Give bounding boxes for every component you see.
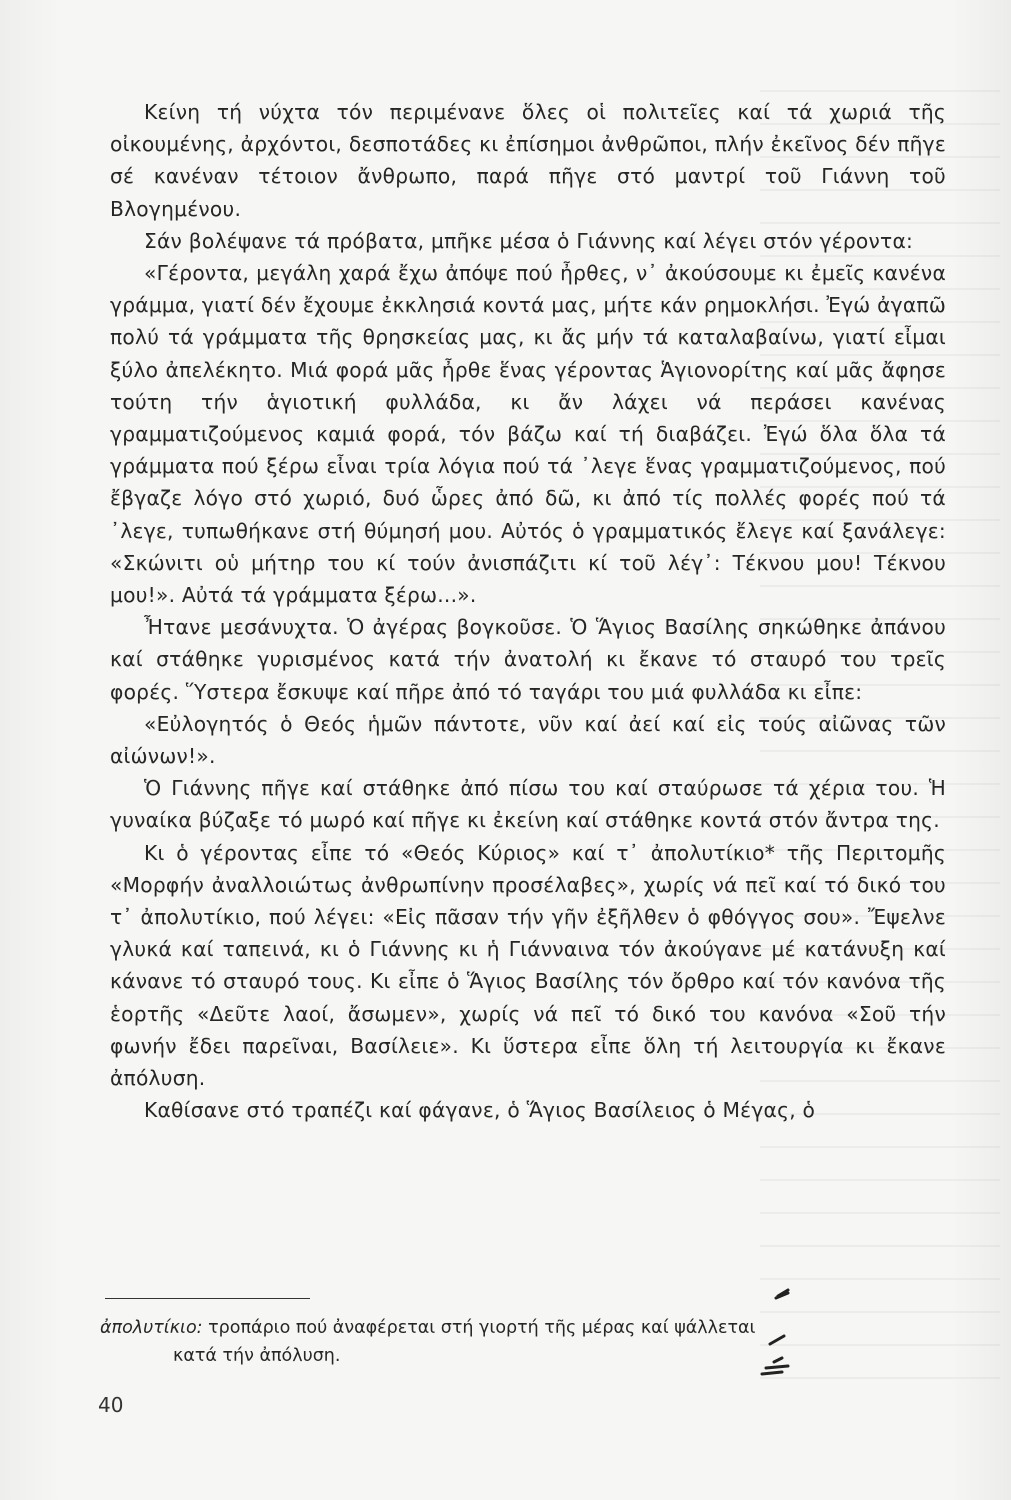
- footnote-continuation: κατά τήν ἀπόλυση.: [173, 1346, 341, 1366]
- main-text: [110, 96, 946, 1127]
- paragraph-6: Ὁ Γιάννης πῆγε καί στάθηκε ἀπό πίσω του καί σταύρωσε τά χέρια του. Ἡ γυναίκα βύζαξε τό μωρό καί πῆγε κι ἐκείνη καί στάθηκε κοντά στόν ἄντρα της.: [110, 776, 946, 833]
- footnote: [100, 1314, 940, 1370]
- paragraph-7: Κι ὁ γέροντας εἶπε τό «Θεός Κύριος» καί τ᾽ ἀπολυτίκιο* τῆς Περιτομῆς «Μορφήν ἀναλλοιώτως ἀνθρωπίνην προσέλαβες», χωρίς νά πεῖ καί τό δικό του τ᾽ ἀπολυτίκιο, πού λέγει: «Εἰς πᾶσαν τήν γῆν ἐξῆλθεν ὁ φθόγγος σου». Ἔψελνε γλυκά καί ταπεινά, κι ὁ Γιάννης κι ἡ Γιάνναινα τόν ἀκούγανε μέ κατάνυξη καί κάνανε τό σταυρό τους. Κι εἶπε ὁ Ἅγιος Βασίλης τόν ὄρθρο καί τόν κανόνα τῆς ἑορτῆς «Δεῦτε λαοί, ἄσωμεν», χωρίς νά πεῖ τό δικό του κανόνα «Σοῦ τήν φωνήν ἔδει παρεῖναι, Βασίλειε». Κι ὕστερα εἶπε ὅλη τή λειτουργία κι ἔκανε ἀπόλυση.: [110, 840, 946, 1091]
- paragraph-5: «Εὐλογητός ὁ Θεός ἡμῶν πάντοτε, νῦν καί ἀεί καί εἰς τούς αἰῶνας τῶν αἰώνων!».: [110, 711, 946, 769]
- pen-mark-icon: [758, 1284, 804, 1404]
- paragraph-8: Καθίσανε στό τραπέζι καί φάγανε, ὁ Ἅγιος Βασίλειος ὁ Μέγας, ὁ: [144, 1098, 816, 1123]
- paragraph-3: «Γέροντα, μεγάλη χαρά ἔχω ἀπόψε πού ἦρθες, ν᾽ ἀκούσουμε κι ἐμεῖς κανένα γράμμα, γιατί δέν ἔχουμε ἐκκλησιά κοντά μας, μήτε κάν ρημοκλήσι. Ἐγώ ἀγαπῶ πολύ τά γράμματα τῆς θρησκείας μας, κι ἄς μήν τά καταλαβαίνω, γιατί εἶμαι ξύλο ἀπελέκητο. Μιά φορά μᾶς ἦρθε ἕνας γέροντας Ἁγιονορίτης καί μᾶς ἄφησε τούτη τήν ἁγιοτική φυλλάδα, κι ἄν λάχει νά περάσει κανένας γραμματιζούμενος καμιά φορά, τόν βάζω καί τή διαβάζει. Ἐγώ ὅλα ὅλα τά γράμματα πού ξέρω εἶναι τρία λόγια πού τά ᾽λεγε ἕνας γραμματιζούμενος, πού ἔβγαζε λόγο στό χωριό, δυό ὧρες ἀπό δῶ, κι ἀπό τίς πολλές φορές πού τά ᾽λεγε, τυπωθήκανε στή θύμησή μου. Αὐτός ὁ γραμματικός ἔλεγε καί ξανάλεγε: «Σκώνιτι οὑ μήτηρ του κί τούν ἀνισπάζιτι κί τοῦ λέγ᾽: Τέκνου μου! Τέκνου μου!». Αὐτά τά γράμματα ξέρω...».: [110, 261, 946, 608]
- paragraph-4: Ἦτανε μεσάνυχτα. Ὁ ἀγέρας βογκοῦσε. Ὁ Ἅγιος Βασίλης σηκώθηκε ἀπάνου καί στάθηκε γυρισμένος κατά τήν ἀνατολή κι ἔκανε τό σταυρό του τρεῖς φορές. Ὕστερα ἔσκυψε καί πῆρε ἀπό τό ταγάρι του μιά φυλλάδα κι εἶπε:: [110, 615, 946, 704]
- paragraph-1: Κείνη τή νύχτα τόν περιμένανε ὅλες οἱ πολιτεῖες καί τά χωριά τῆς οἰκουμένης, ἀρχόντοι, δεσποτάδες κι ἐπίσημοι ἀνθρῶποι, πλήν ἐκεῖνος δέν πῆγε σέ κανέναν τέτοιον ἄνθρωπο, παρά πῆγε στό μαντρί τοῦ Γιάννη τοῦ Βλογημένου.: [110, 100, 946, 221]
- paragraph-2: Σάν βολέψανε τά πρόβατα, μπῆκε μέσα ὁ Γιάννης καί λέγει στόν γέροντα:: [144, 228, 914, 253]
- footnote-term: ἀπολυτίκιο:: [100, 1318, 203, 1338]
- footnote-text: τροπάριο πού ἀναφέρεται στή γιορτή τῆς μέρας καί ψάλλεται: [208, 1318, 756, 1338]
- footnote-divider: [105, 1298, 310, 1299]
- page-number: 40: [98, 1393, 124, 1417]
